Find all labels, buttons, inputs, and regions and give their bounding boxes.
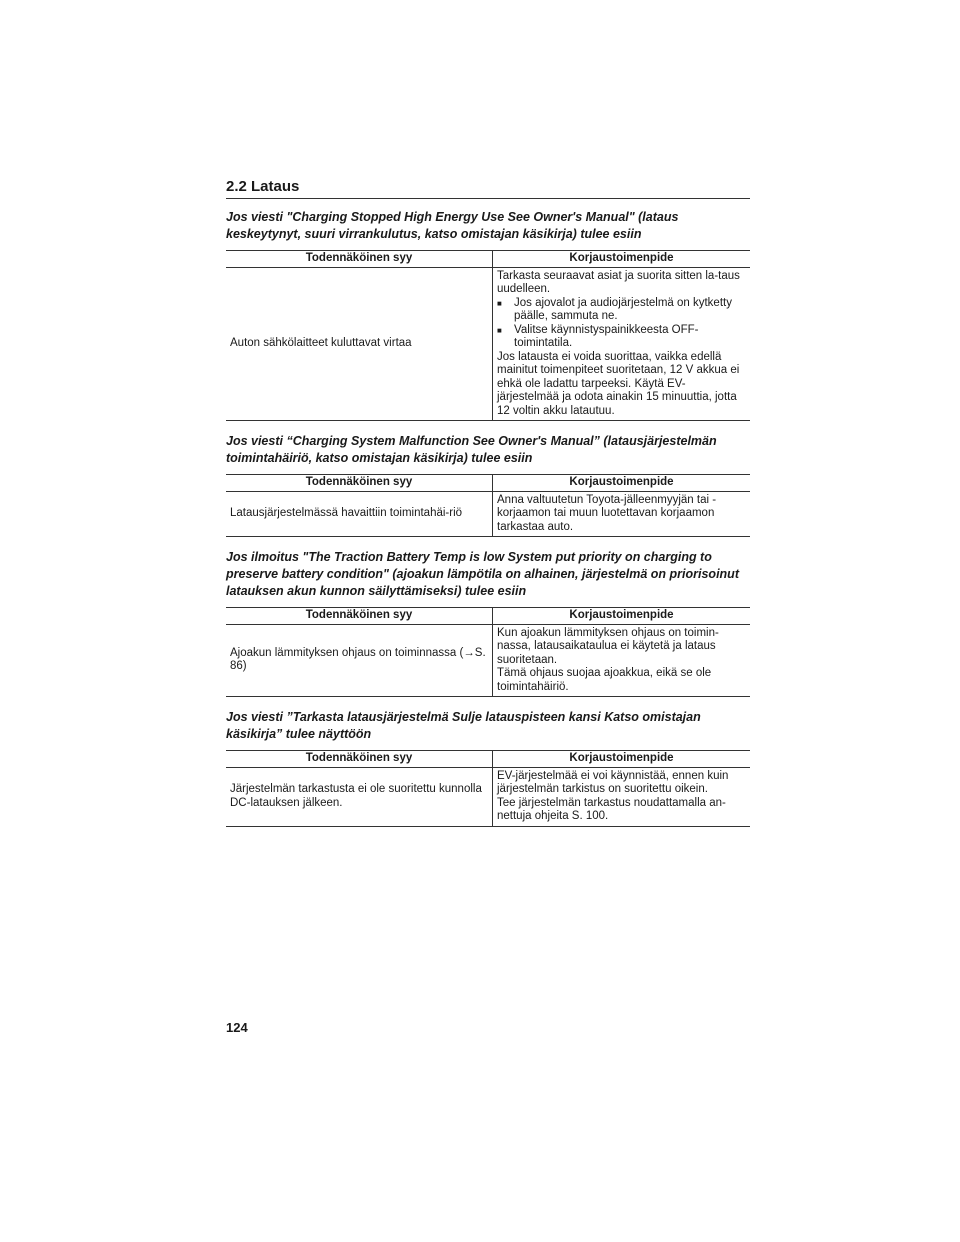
action-column-header: Korjaustoimenpide — [493, 751, 751, 768]
action-outro: Jos latausta ei voida suorittaa, vaikka edellä mainitut toimenpiteet suoritetaan, 12 V akkua ei ehkä ole ladattu tarpeeksi. Käytä EV-järjestelmää ja odota ainakin 15 minuuttia, jotta 12 voltin akku latautuu. — [497, 350, 740, 417]
page-number: 124 — [226, 1020, 248, 1035]
cause-column-header: Todennäköinen syy — [226, 251, 493, 268]
cause-cell: Auton sähkölaitteet kuluttavat virtaa — [226, 267, 493, 421]
action-cell — [493, 491, 751, 537]
list-item — [497, 297, 746, 324]
table-row — [226, 767, 750, 826]
action-cell — [493, 624, 751, 697]
section-1-table — [226, 250, 750, 421]
bullet-square-icon: ■ — [497, 298, 502, 308]
section-2-heading: Jos viesti “Charging System Malfunction See Owner's Manual” (latausjärjestelmän toimintahäiriö, katso omistajan käsikirja) tulee esiin — [226, 434, 717, 465]
table-row — [226, 624, 750, 697]
bullet-square-icon: ■ — [497, 325, 502, 335]
bullet-text: Jos ajovalot ja audiojärjestelmä on kytketty päälle, sammuta ne. — [514, 296, 732, 322]
action-column-header: Korjaustoimenpide — [493, 608, 751, 625]
action-cell — [493, 267, 751, 421]
action-intro: Anna valtuutetun Toyota-jälleenmyyjän tai -korjaamon tai muun luotettavan korjaamon tarkastaa auto. — [497, 493, 717, 533]
action-intro: Kun ajoakun lämmityksen ohjaus on toimin-nassa, latausaikataulua ei käytetä ja lataus suoritetaan. — [497, 626, 719, 666]
cause-cell: Ajoakun lämmityksen ohjaus on toiminnassa (→S. 86) — [226, 624, 493, 697]
cause-column-header: Todennäköinen syy — [226, 475, 493, 492]
cause-column-header: Todennäköinen syy — [226, 608, 493, 625]
page-content — [226, 178, 750, 839]
section-3-heading: Jos ilmoitus "The Traction Battery Temp is low System put priority on charging to preserve battery condition" (ajoakun lämpötila on alhainen, järjestelmä on priorisoinut latauksen akun kunnon säilyttämiseksi) tulee esiin — [226, 550, 739, 598]
action-column-header: Korjaustoimenpide — [493, 475, 751, 492]
bullet-text: Valitse käynnistyspainikkeesta OFF-toimintatila. — [514, 323, 699, 349]
cause-cell: Järjestelmän tarkastusta ei ole suoritettu kunnolla DC-latauksen jälkeen. — [226, 767, 493, 826]
section-3-table — [226, 607, 750, 697]
action-intro: EV-järjestelmää ei voi käynnistää, ennen kuin järjestelmän tarkistus on suoritettu oikein. — [497, 769, 729, 795]
list-item — [497, 324, 746, 351]
section-header: 2.2 Lataus — [226, 178, 750, 199]
action-intro: Tarkasta seuraavat asiat ja suorita sitten la-taus uudelleen. — [497, 269, 740, 295]
action-outro: Tämä ohjaus suojaa ajoakkua, eikä se ole toimintahäiriö. — [497, 667, 712, 693]
section-2-table — [226, 474, 750, 537]
cause-column-header: Todennäköinen syy — [226, 751, 493, 768]
section-4-heading: Jos viesti ”Tarkasta latausjärjestelmä Sulje latauspisteen kansi Katso omistajan käsikirja” tulee näyttöön — [226, 710, 701, 741]
action-column-header: Korjaustoimenpide — [493, 251, 751, 268]
cause-cell: Latausjärjestelmässä havaittiin toimintahäi-riö — [226, 491, 493, 537]
action-cell — [493, 767, 751, 826]
section-4-table — [226, 750, 750, 827]
table-row — [226, 491, 750, 537]
table-row — [226, 267, 750, 421]
section-1-heading: Jos viesti "Charging Stopped High Energy Use See Owner's Manual" (lataus keskeytynyt, suuri virrankulutus, katso omistajan käsikirja) tulee esiin — [226, 210, 679, 241]
action-outro: Tee järjestelmän tarkastus noudattamalla an-nettuja ohjeita S. 100. — [497, 796, 726, 822]
